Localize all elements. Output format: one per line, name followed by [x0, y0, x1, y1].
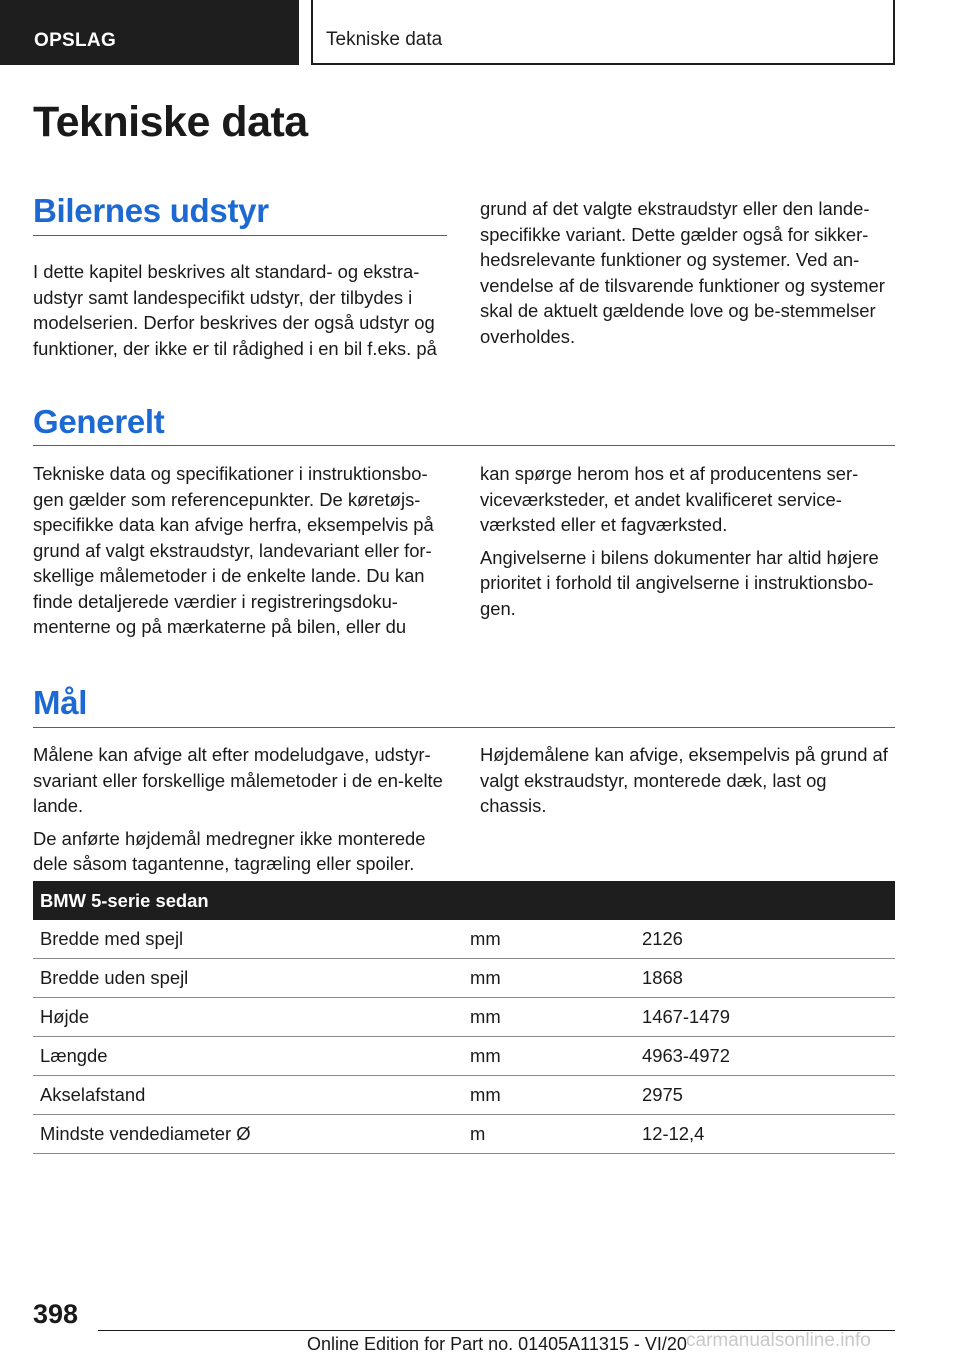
- section-heading-dimensions: Mål: [33, 684, 88, 721]
- row-value: 2975: [635, 1076, 895, 1115]
- equipment-left-column: [33, 259, 451, 368]
- table-title: BMW 5-serie sedan: [33, 881, 895, 920]
- row-unit: mm: [463, 998, 635, 1037]
- page-title: Tekniske data: [33, 98, 308, 146]
- row-label: Mindste vendediameter Ø: [33, 1115, 463, 1154]
- table-row: [33, 920, 895, 959]
- general-right-text-2: Angivelserne i bilens dokumenter har altid højere prioritet i forhold til angivelserne i instruktionsbo-gen.: [480, 546, 879, 619]
- dimensions-left-text-2: De anførte højdemål medregner ikke monterede dele såsom tagantenne, tagræling eller spoiler.: [33, 827, 426, 874]
- table-row: [33, 1115, 895, 1154]
- row-label: Længde: [33, 1037, 463, 1076]
- section-rule-dimensions: [33, 727, 895, 728]
- table-row: [33, 1037, 895, 1076]
- watermark-link[interactable]: carmanualsonline.info: [686, 1330, 871, 1351]
- row-value: 2126: [635, 920, 895, 959]
- equipment-right-column: [480, 196, 900, 356]
- section-rule-equipment: [33, 235, 447, 236]
- row-unit: mm: [463, 1037, 635, 1076]
- header-chapter-label: Tekniske data: [311, 0, 895, 65]
- section-rule-general: [33, 445, 895, 446]
- row-value: 12-12,4: [635, 1115, 895, 1154]
- equipment-right-text: grund af det valgte ekstraudstyr eller den lande-specifikke variant. Dette gælder også for sikker-hedsrelevante funktioner og systemer. Ved an-vendelse af de tilsvarende funktioner og systemer skal de aktuelt gældende love og be-stemmelser overholdes.: [480, 198, 885, 347]
- row-unit: mm: [463, 920, 635, 959]
- general-right-text-1: kan spørge herom hos et af producentens ser-viceværksteder, et andet kvalificeret service-værksted eller et fagværksted.: [480, 463, 859, 535]
- row-value: 4963-4972: [635, 1037, 895, 1076]
- dimensions-right-text: Højdemålene kan afvige, eksempelvis på grund af valgt ekstraudstyr, monterede dæk, last og chassis.: [480, 744, 888, 816]
- row-label: Bredde med spejl: [33, 920, 463, 959]
- row-unit: mm: [463, 959, 635, 998]
- section-heading-general: Generelt: [33, 403, 165, 440]
- general-left-column: [33, 461, 451, 647]
- table-row: [33, 998, 895, 1037]
- row-value: 1868: [635, 959, 895, 998]
- table-header-row: [33, 881, 895, 920]
- page-number: 398: [33, 1299, 79, 1329]
- footer-edition: Online Edition for Part no. 01405A11315 - VI/20: [307, 1334, 687, 1354]
- general-right-column: [480, 461, 898, 628]
- dimensions-left-text-1: Målene kan afvige alt efter modeludgave, udstyr-svariant eller forskellige målemetoder i de en-kelte lande.: [33, 744, 443, 816]
- table-row: [33, 959, 895, 998]
- row-value: 1467-1479: [635, 998, 895, 1037]
- dimensions-table: [33, 881, 895, 1154]
- row-label: Bredde uden spejl: [33, 959, 463, 998]
- row-label: Akselafstand: [33, 1076, 463, 1115]
- row-unit: mm: [463, 1076, 635, 1115]
- dimensions-right-column: [480, 742, 898, 826]
- row-unit: m: [463, 1115, 635, 1154]
- equipment-left-text: I dette kapitel beskrives alt standard- og ekstra-udstyr samt landespecifikt udstyr, der tilbydes i modelserien. Derfor beskrives der også udstyr og funktioner, der ikke er til rådighed i en bil f.eks. på: [33, 261, 437, 359]
- row-label: Højde: [33, 998, 463, 1037]
- dimensions-left-column: [33, 742, 451, 884]
- header-section-label: OPSLAG: [0, 0, 299, 65]
- table-row: [33, 1076, 895, 1115]
- section-heading-equipment: Bilernes udstyr: [33, 192, 269, 229]
- general-left-text: Tekniske data og specifikationer i instruktionsbo-gen gælder som referencepunkter. De køretøjs-specifikke data kan afvige herfra, eksempelvis på grund af valgt ekstraudstyr, landevariant eller for-skellige målemetoder i de enkelte lande. Du kan finde detaljerede værdier i registreringsdoku-menterne og på mærkaterne på bilen, eller du: [33, 463, 434, 637]
